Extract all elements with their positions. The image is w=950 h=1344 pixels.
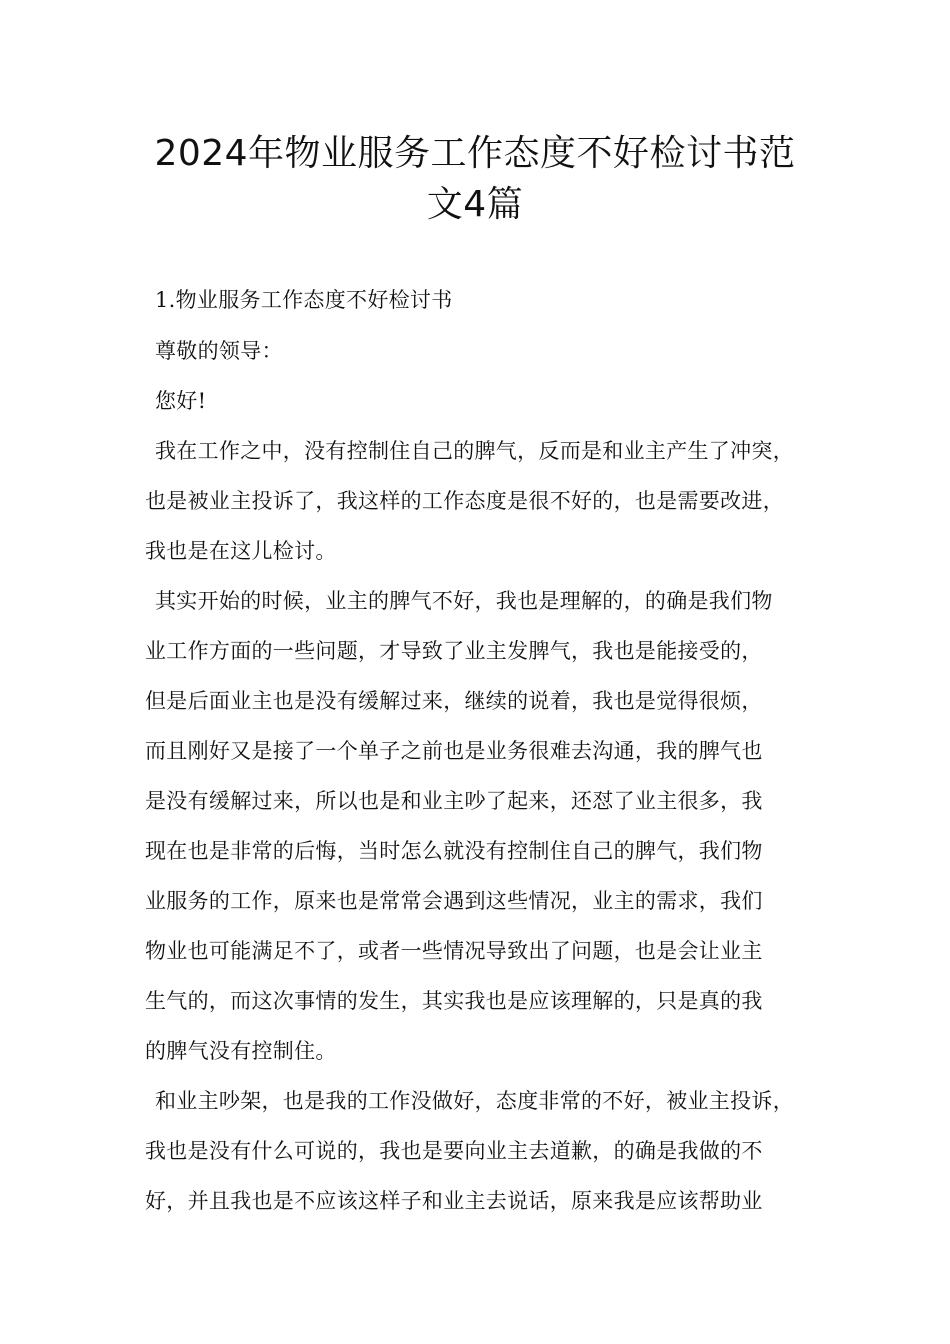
body-line: 其实开始的时候，业主的脾气不好，我也是理解的，的确是我们物 <box>155 589 773 613</box>
body-line: 也是被业主投诉了，我这样的工作态度是很不好的，也是需要改进， <box>145 489 784 513</box>
body-line: 业服务的工作，原来也是常常会遇到这些情况，业主的需求，我们 <box>145 889 763 913</box>
body-line: 物业也可能满足不了，或者一些情况导致出了问题，也是会让业主 <box>145 939 763 963</box>
body-line: 是没有缓解过来，所以也是和业主吵了起来，还怼了业主很多，我 <box>145 789 763 813</box>
body-line: 我在工作之中，没有控制住自己的脾气，反而是和业主产生了冲突， <box>155 439 794 463</box>
body-line: 生气的，而这次事情的发生，其实我也是应该理解的，只是真的我 <box>145 989 763 1013</box>
document-title <box>120 128 830 230</box>
body-line: 的脾气没有控制住。 <box>145 1039 337 1063</box>
body-line: 业工作方面的一些问题，才导致了业主发脾气，我也是能接受的， <box>145 639 763 663</box>
title-line-1: 2024年物业服务工作态度不好检讨书范 <box>154 133 796 174</box>
body-line: 但是后面业主也是没有缓解过来，继续的说着，我也是觉得很烦， <box>145 689 763 713</box>
body-line: 而且刚好又是接了一个单子之前也是业务很难去沟通，我的脾气也 <box>145 739 763 763</box>
body-line: 现在也是非常的后悔，当时怎么就没有控制住自己的脾气，我们物 <box>145 839 763 863</box>
body-line: 我也是没有什么可说的，我也是要向业主去道歉，的确是我做的不 <box>145 1139 763 1163</box>
body-line: 我也是在这儿检讨。 <box>145 539 337 563</box>
body-line: 和业主吵架，也是我的工作没做好，态度非常的不好，被业主投诉， <box>155 1089 794 1113</box>
greeting: 您好! <box>155 389 207 413</box>
body-line: 好，并且我也是不应该这样子和业主去说话，原来我是应该帮助业 <box>145 1189 763 1213</box>
section-heading: 1.物业服务工作态度不好检讨书 <box>155 288 453 312</box>
salutation: 尊敬的领导： <box>155 339 283 363</box>
title-line-2: 文4篇 <box>426 184 524 225</box>
